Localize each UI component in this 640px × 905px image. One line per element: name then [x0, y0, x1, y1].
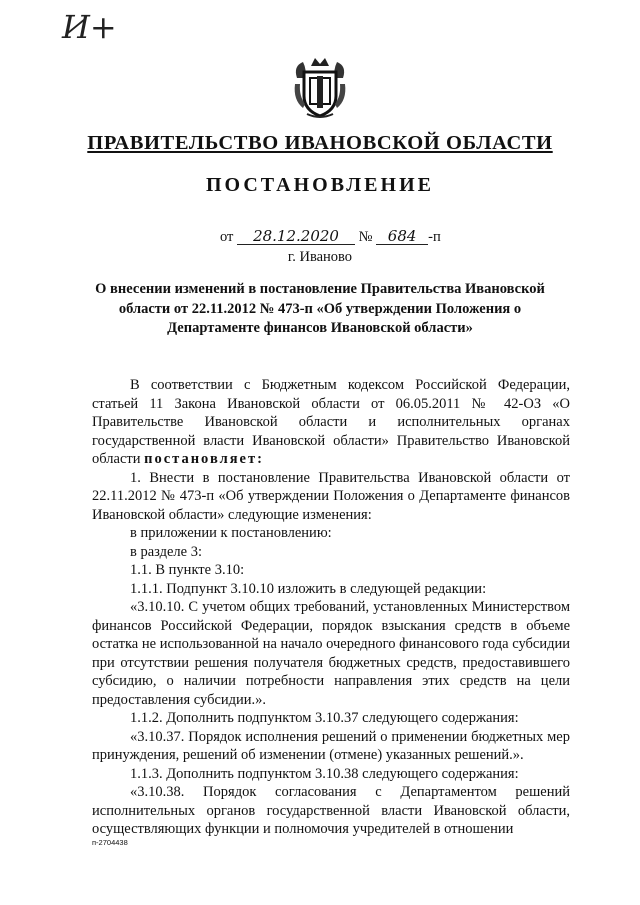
- body-paragraph: 1. Внести в постановление Правительства Ивановской области от 22.11.2012 № 473-п «Об утверждении Положения о Департаменте финансов Ивановской области» следующие изменения:: [92, 469, 570, 523]
- body-paragraph: в разделе 3:: [130, 543, 203, 560]
- handwritten-date: 28.12.2020: [237, 229, 355, 245]
- footer-code: п-2704438: [92, 838, 128, 847]
- date-number-line: [220, 229, 441, 246]
- body-paragraph: 1.1. В пункте 3.10:: [130, 562, 245, 578]
- body-paragraph: 1.1.2. Дополнить подпунктом 3.10.37 следующего содержания:: [130, 710, 519, 726]
- number-label: №: [358, 229, 373, 245]
- handwritten-number: 684: [376, 229, 428, 245]
- body-paragraph: 1.1.1. Подпункт 3.10.10 изложить в следующей редакции:: [130, 580, 487, 597]
- preamble-paragraph: [92, 376, 570, 469]
- body-paragraph: «3.10.10. С учетом общих требований, установленных Министерством финансов Российской Федерации, порядок взыскания средств в объеме остатка не использованной на начало очередного финансового года субсидии при отсутствии решения получателя бюджетных средств, предоставившего субсидию, о наличии потребности направления этих средств на цели предоставления субсидии.».: [92, 599, 570, 708]
- body-paragraph: «3.10.38. Порядок согласования с Департаментом решений исполнительных органов государственной власти Ивановской области, осуществляющих функции и полномочия учредителей в отношении: [92, 784, 570, 837]
- body-paragraph: «3.10.37. Порядок исполнения решений о применении бюджетных мер принуждения, решений об изменении (отмене) указанных решений.».: [92, 728, 570, 763]
- document-type: ПОСТАНОВЛЕНИЕ: [206, 174, 434, 196]
- coat-of-arms-icon: [291, 56, 349, 120]
- organization-name: ПРАВИТЕЛЬСТВО ИВАНОВСКОЙ ОБЛАСТИ: [87, 132, 553, 154]
- preamble-text: В соответствии с Бюджетным кодексом Российской Федерации, статьей 11 Закона Ивановской области от 06.05.2011 № 42-ОЗ «О Правительстве Ивановской области и исполнительных органах государственной власти Ивановской области» Правительство Ивановской области: [92, 377, 570, 467]
- handwritten-note: И+: [62, 8, 117, 46]
- number-suffix: -п: [428, 229, 441, 245]
- resolves-word: постановляет:: [144, 451, 264, 467]
- document-title: О внесении изменений в постановление Правительства Ивановской области от 22.11.2012 № 473-п «Об утверждении Положения о Департаменте финансов Ивановской области»: [95, 281, 545, 336]
- from-label: от: [220, 229, 234, 245]
- document-body: [92, 376, 570, 839]
- body-paragraph: 1.1.3. Дополнить подпунктом 3.10.38 следующего содержания:: [130, 765, 519, 782]
- body-paragraph: в приложении к постановлению:: [130, 525, 332, 541]
- city: г. Иваново: [287, 249, 353, 265]
